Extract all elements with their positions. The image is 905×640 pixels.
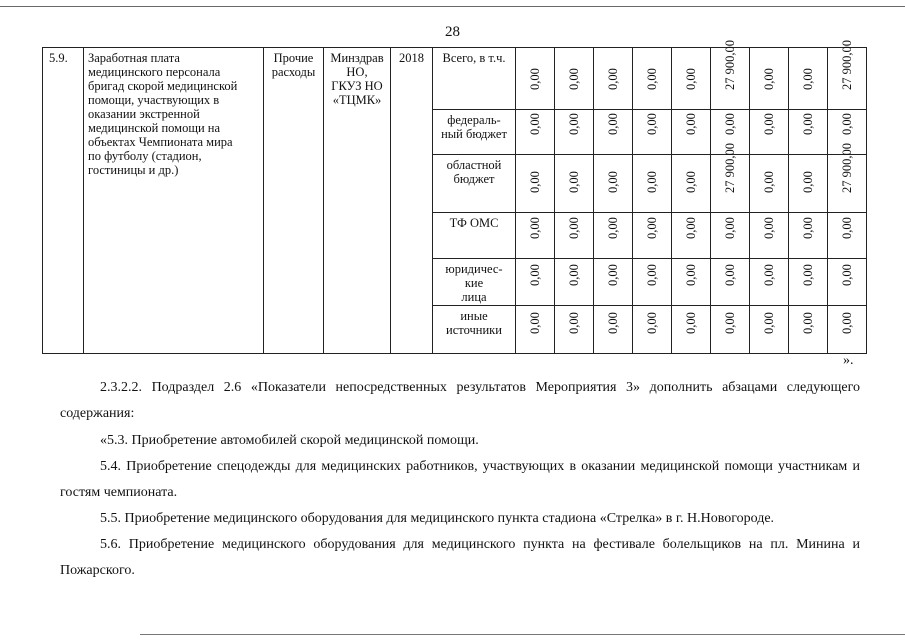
amount-value: 0,00	[645, 68, 659, 90]
text-line: источники	[446, 323, 502, 337]
amount-value: 0,00	[528, 264, 542, 286]
closing-quote: ».	[843, 353, 854, 368]
activity-name-cell	[84, 48, 264, 354]
executor-cell	[324, 48, 391, 354]
amount-cell	[711, 213, 750, 259]
amount-cell	[594, 110, 633, 155]
amount-cell	[594, 259, 633, 306]
amount-value: 0,00	[801, 217, 815, 239]
amount-cell	[555, 110, 594, 155]
amount-cell	[633, 259, 672, 306]
paragraph-item-5-5: 5.5. Приобретение медицинского оборудования для медицинского пункта стадиона «Стрелка» в г. Н.Новогороде.	[100, 511, 775, 526]
amount-cell	[594, 306, 633, 354]
amount-value: 0,00	[684, 217, 698, 239]
amount-cell	[789, 306, 828, 354]
amount-value: 0,00	[762, 217, 776, 239]
text-line: ГКУЗ НО	[331, 79, 383, 93]
amount-value: 0,00	[606, 312, 620, 334]
amount-cell	[789, 110, 828, 155]
amount-value: 0,00	[723, 264, 737, 286]
text-line: юридичес-	[445, 262, 503, 276]
amount-value: 0,00	[801, 264, 815, 286]
amount-value: 0,00	[801, 312, 815, 334]
text-line: бюджет	[453, 172, 495, 186]
amount-value: 0,00	[567, 68, 581, 90]
amount-value: 0,00	[567, 171, 581, 193]
amount-value: 0,00	[801, 171, 815, 193]
amount-cell	[789, 213, 828, 259]
row-number-cell: 5.9.	[43, 48, 84, 354]
bottom-rule	[140, 634, 905, 635]
funding-source-cell	[433, 259, 516, 306]
amount-value: 0,00	[840, 264, 854, 286]
amount-cell	[516, 306, 555, 354]
amount-cell	[828, 259, 867, 306]
text-line: Прочие	[273, 51, 314, 65]
text-line: расходы	[271, 65, 316, 79]
amount-cell	[789, 259, 828, 306]
funding-source-cell	[433, 110, 516, 155]
amount-value: 0,00	[645, 171, 659, 193]
amount-value: 0,00	[645, 113, 659, 135]
text-line: помощи, участвующих в	[88, 93, 220, 107]
amount-cell	[555, 306, 594, 354]
text-line: гостиницы и др.)	[88, 163, 179, 177]
text-line: объектах Чемпионата мира	[88, 135, 233, 149]
amount-value: 0,00	[723, 217, 737, 239]
text-line: оказании экстренной	[88, 107, 200, 121]
text-line: медицинской помощи на	[88, 121, 221, 135]
amount-cell	[672, 213, 711, 259]
amount-cell	[555, 213, 594, 259]
amount-value: 0,00	[840, 217, 854, 239]
amount-cell	[828, 143, 867, 213]
amount-cell	[594, 155, 633, 213]
text-line: федераль-	[447, 113, 501, 127]
amount-value: 0,00	[567, 312, 581, 334]
amount-value: 0,00	[723, 312, 737, 334]
amount-cell	[633, 48, 672, 110]
amount-cell	[750, 155, 789, 213]
amount-cell	[633, 306, 672, 354]
amount-value: 0,00	[684, 68, 698, 90]
funding-source-cell	[433, 213, 516, 259]
text-line: областной	[446, 158, 502, 172]
text-line: ный бюджет	[441, 127, 507, 141]
funding-source-cell	[433, 155, 516, 213]
amount-cell	[750, 259, 789, 306]
amount-cell	[711, 40, 750, 110]
amount-cell	[828, 306, 867, 354]
amount-value: 0,00	[645, 264, 659, 286]
amount-cell	[633, 213, 672, 259]
page-number: 28	[445, 24, 460, 40]
text-line: Заработная плата	[88, 51, 180, 65]
amount-value: 0,00	[723, 113, 737, 135]
expense-type-cell	[264, 48, 324, 354]
paragraph-item-5-6: 5.6. Приобретение медицинского оборудования для медицинского пункта на фестивале болельщиков на пл. Минина и Пожарского.	[60, 537, 860, 578]
text-line: по футболу (стадион,	[88, 149, 202, 163]
amount-value: 0,00	[528, 171, 542, 193]
amount-value: 0,00	[528, 312, 542, 334]
amount-value: 0,00	[567, 264, 581, 286]
amount-value: 0,00	[567, 113, 581, 135]
amount-cell	[555, 48, 594, 110]
amount-value: 0,00	[528, 68, 542, 90]
amount-cell	[555, 155, 594, 213]
amount-value: 0,00	[645, 312, 659, 334]
amount-cell	[516, 213, 555, 259]
amount-cell	[594, 213, 633, 259]
text-line: кие	[464, 276, 484, 290]
amount-cell	[711, 306, 750, 354]
text-line: «ТЦМК»	[332, 93, 382, 107]
amount-cell	[555, 259, 594, 306]
amount-value: 0,00	[606, 217, 620, 239]
amount-value: 0,00	[606, 264, 620, 286]
paragraph-intro: 2.3.2.2. Подраздел 2.6 «Показатели непосредственных результатов Мероприятия 3» дополнить абзацами следующего содержания:	[60, 380, 860, 421]
amount-cell	[750, 306, 789, 354]
amount-value: 27 900,00	[840, 40, 854, 90]
amount-value: 0,00	[606, 113, 620, 135]
funding-source-cell	[433, 48, 516, 110]
amount-cell	[516, 155, 555, 213]
text-line: иные	[460, 309, 488, 323]
amount-cell	[633, 110, 672, 155]
text-line: Минздрав	[330, 51, 384, 65]
amount-value: 0,00	[840, 312, 854, 334]
amount-value: 0,00	[801, 68, 815, 90]
paragraph-item-5-4: 5.4. Приобретение спецодежды для медицинских работников, участвующих в оказании медицинской помощи участникам и гостям чемпионата.	[60, 459, 860, 500]
amount-cell	[750, 48, 789, 110]
text-line: медицинского персонала	[88, 65, 221, 79]
amount-cell	[516, 110, 555, 155]
amount-value: 0,00	[762, 171, 776, 193]
amount-value: 0,00	[645, 217, 659, 239]
amount-value: 0,00	[762, 264, 776, 286]
amount-value: 0,00	[684, 312, 698, 334]
amount-value: 0,00	[528, 217, 542, 239]
amount-value: 0,00	[528, 113, 542, 135]
amount-cell	[672, 48, 711, 110]
amount-cell	[594, 48, 633, 110]
funding-source-cell	[433, 306, 516, 354]
amount-cell	[672, 110, 711, 155]
table-row	[43, 48, 867, 110]
amount-cell	[672, 259, 711, 306]
amount-value: 0,00	[684, 264, 698, 286]
amount-cell	[750, 213, 789, 259]
text-line: НО,	[346, 65, 368, 79]
amount-cell	[516, 48, 555, 110]
amount-cell	[789, 155, 828, 213]
amount-value: 27 900,00	[840, 143, 854, 193]
text-line: Всего, в т.ч.	[442, 51, 506, 65]
amount-value: 0,00	[801, 113, 815, 135]
amount-value: 0,00	[606, 68, 620, 90]
amount-cell	[711, 259, 750, 306]
amount-cell	[828, 40, 867, 110]
text-line: ТФ ОМС	[449, 216, 499, 230]
amount-value: 0,00	[567, 217, 581, 239]
amount-value: 27 900,00	[723, 143, 737, 193]
amount-value: 0,00	[762, 312, 776, 334]
amount-value: 0,00	[606, 171, 620, 193]
amount-cell	[516, 259, 555, 306]
amount-cell	[711, 143, 750, 213]
amount-value: 0,00	[684, 113, 698, 135]
amount-value: 0,00	[762, 68, 776, 90]
amount-cell	[828, 213, 867, 259]
top-rule	[0, 6, 905, 7]
amount-value: 0,00	[684, 171, 698, 193]
budget-table	[42, 40, 867, 354]
amount-cell	[789, 48, 828, 110]
amount-value: 0,00	[762, 113, 776, 135]
amount-cell	[672, 306, 711, 354]
text-line: бригад скорой медицинской	[88, 79, 238, 93]
text-line: лица	[461, 290, 487, 304]
amount-cell	[633, 155, 672, 213]
amount-cell	[750, 110, 789, 155]
amount-value: 27 900,00	[723, 40, 737, 90]
amount-cell	[672, 155, 711, 213]
amount-value: 0,00	[840, 113, 854, 135]
paragraph-item-5-3: «5.3. Приобретение автомобилей скорой медицинской помощи.	[100, 433, 479, 448]
year-cell: 2018	[391, 48, 433, 354]
